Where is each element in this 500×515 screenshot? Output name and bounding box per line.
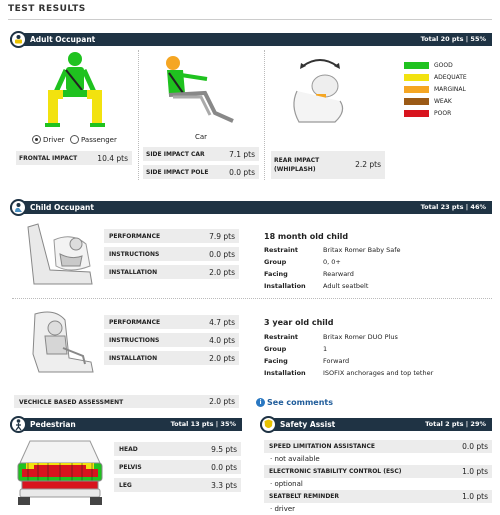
see-comments-label: See comments [267, 398, 334, 407]
pedestrian-icon [10, 416, 27, 433]
legend-swatch-marginal [404, 86, 429, 93]
safety-esc-label: ELECTRONIC STABILITY CONTROL (ESC) [269, 468, 402, 475]
seat1-performance-value: 7.9 pts [209, 232, 235, 241]
legend-label-poor: POOR [434, 110, 452, 117]
safety-speed-limitation-value: 0.0 pts [462, 442, 488, 451]
rear-impact-row [271, 151, 385, 179]
title-divider [8, 19, 492, 20]
driver-radio[interactable] [32, 135, 41, 144]
pedestrian-pelvis-value: 0.0 pts [211, 463, 237, 472]
adult-occupant-header [10, 33, 492, 46]
frontal-impact-value: 10.4 pts [97, 154, 128, 163]
safety-esc-value: 1.0 pts [462, 467, 488, 476]
safety-seatbelt-reminder-row [264, 490, 492, 503]
safety-assist-header [260, 418, 492, 431]
safety-seatbelt-reminder-note: · driver [270, 505, 296, 513]
safety-seatbelt-reminder-value: 1.0 pts [462, 492, 488, 501]
safety-speed-limitation-note: · not available [270, 455, 320, 463]
seat1-instructions-value: 0.0 pts [209, 250, 235, 259]
seat2-info-key-facing: Facing [264, 357, 288, 365]
pedestrian-total: Total 13 pts | 35% [170, 420, 236, 428]
seat2-info-value-group: 1 [323, 345, 328, 353]
seat2-installation-label: INSTALLATION [109, 355, 158, 362]
pedestrian-leg-value: 3.3 pts [211, 481, 237, 490]
seat1-performance-row [104, 229, 239, 243]
pedestrian-car-front-image [14, 435, 106, 507]
pedestrian-head-value: 9.5 pts [211, 445, 237, 454]
pedestrian-head-label: HEAD [119, 446, 138, 453]
driver-label: Driver [43, 136, 65, 144]
seat1-info-key-restraint: Restraint [264, 246, 298, 254]
adult-occupant-total: Total 20 pts | 55% [420, 35, 486, 43]
frontal-impact-label: FRONTAL IMPACT [19, 155, 78, 162]
side-impact-car-row [143, 147, 259, 161]
seat2-heading: 3 year old child [264, 318, 334, 327]
safety-esc-row [264, 465, 492, 478]
seat1-installation-label: INSTALLATION [109, 269, 158, 276]
seat2-info-key-restraint: Restraint [264, 333, 298, 341]
seat2-info-value-restraint: Britax Romer DUO Plus [323, 333, 398, 341]
seat2-info-key-installation: Installation [264, 369, 306, 377]
safety-seatbelt-reminder-label: SEATBELT REMINDER [269, 493, 340, 500]
legend-swatch-poor [404, 110, 429, 117]
seat2-info-key-group: Group [264, 345, 287, 353]
child-occupant-total: Total 23 pts | 46% [420, 203, 486, 211]
seat2-performance-row [104, 315, 239, 329]
side-impact-pole-label: SIDE IMPACT POLE [146, 169, 209, 176]
seat1-info-value-installation: Adult seatbelt [323, 282, 369, 290]
seat1-info-key-facing: Facing [264, 270, 288, 278]
pedestrian-pelvis-row [114, 460, 241, 474]
rearward-child-seat-image [20, 222, 100, 287]
safety-assist-total: Total 2 pts | 29% [425, 420, 486, 428]
pedestrian-header [10, 418, 242, 431]
rear-impact-label-2: (WHIPLASH) [274, 166, 316, 173]
seat1-installation-row [104, 265, 239, 279]
rear-impact-value: 2.2 pts [355, 160, 381, 169]
seat1-info-value-restraint: Britax Romer Baby Safe [323, 246, 401, 254]
legend-swatch-good [404, 62, 429, 69]
seat1-info-value-group: 0, 0+ [323, 258, 341, 266]
frontal-impact-row [16, 151, 132, 165]
seat2-info-value-facing: Forward [323, 357, 350, 365]
pedestrian-title: Pedestrian [30, 420, 76, 429]
seat2-instructions-value: 4.0 pts [209, 336, 235, 345]
seat1-instructions-label: INSTRUCTIONS [109, 251, 160, 258]
divider [264, 50, 265, 180]
page-title: TEST RESULTS [8, 4, 86, 14]
seat2-instructions-row [104, 333, 239, 347]
info-icon: i [256, 398, 265, 407]
frontal-impact-dummy-figure [20, 50, 130, 130]
passenger-radio[interactable] [70, 135, 79, 144]
seat1-info-key-group: Group [264, 258, 287, 266]
forward-child-seat-image [25, 310, 100, 375]
seat2-performance-label: PERFORMANCE [109, 319, 161, 326]
seat1-heading: 18 month old child [264, 232, 349, 241]
divider [138, 50, 139, 180]
safety-speed-limitation-label: SPEED LIMITATION ASSISTANCE [269, 443, 375, 450]
child-occupant-icon [10, 199, 27, 216]
pedestrian-head-row [114, 442, 241, 456]
side-impact-car-caption: Car [195, 133, 208, 141]
seat2-installation-value: 2.0 pts [209, 354, 235, 363]
legend-label-marginal: MARGINAL [434, 86, 466, 93]
legend-swatch-adequate [404, 74, 429, 81]
adult-occupant-icon [10, 31, 27, 48]
pedestrian-pelvis-label: PELVIS [119, 464, 142, 471]
side-impact-car-label: SIDE IMPACT CAR [146, 151, 205, 158]
vehicle-assessment-label: VECHICLE BASED ASSESSMENT [19, 399, 124, 406]
pedestrian-leg-label: LEG [119, 482, 132, 489]
child-occupant-header [10, 201, 492, 214]
passenger-label: Passenger [81, 136, 117, 144]
vehicle-assessment-value: 2.0 pts [209, 397, 235, 406]
side-impact-car-value: 7.1 pts [229, 150, 255, 159]
side-impact-dummy-figure [155, 53, 245, 128]
vehicle-assessment-row [14, 395, 239, 408]
safety-speed-limitation-row [264, 440, 492, 453]
seat2-info-value-installation: ISOFIX anchorages and top tether [323, 369, 434, 377]
rear-impact-label-1: REAR IMPACT [274, 157, 320, 164]
side-impact-pole-row [143, 165, 259, 179]
seat1-info-value-facing: Rearward [323, 270, 354, 278]
adult-occupant-title: Adult Occupant [30, 35, 96, 44]
seat1-performance-label: PERFORMANCE [109, 233, 161, 240]
seat1-instructions-row [104, 247, 239, 261]
legend-swatch-weak [404, 98, 429, 105]
safety-esc-note: · optional [270, 480, 303, 488]
safety-assist-icon [260, 416, 277, 433]
whiplash-dummy-figure [285, 56, 355, 126]
safety-assist-title: Safety Assist [280, 420, 336, 429]
legend-label-adequate: ADEQUATE [434, 74, 467, 81]
legend-label-weak: WEAK [434, 98, 452, 105]
seat2-performance-value: 4.7 pts [209, 318, 235, 327]
side-impact-pole-value: 0.0 pts [229, 168, 255, 177]
pedestrian-leg-row [114, 478, 241, 492]
legend-label-good: GOOD [434, 62, 453, 69]
seat1-installation-value: 2.0 pts [209, 268, 235, 277]
seat2-instructions-label: INSTRUCTIONS [109, 337, 160, 344]
section-divider [12, 298, 492, 299]
seat1-info-key-installation: Installation [264, 282, 306, 290]
child-occupant-title: Child Occupant [30, 203, 94, 212]
seat2-installation-row [104, 351, 239, 365]
